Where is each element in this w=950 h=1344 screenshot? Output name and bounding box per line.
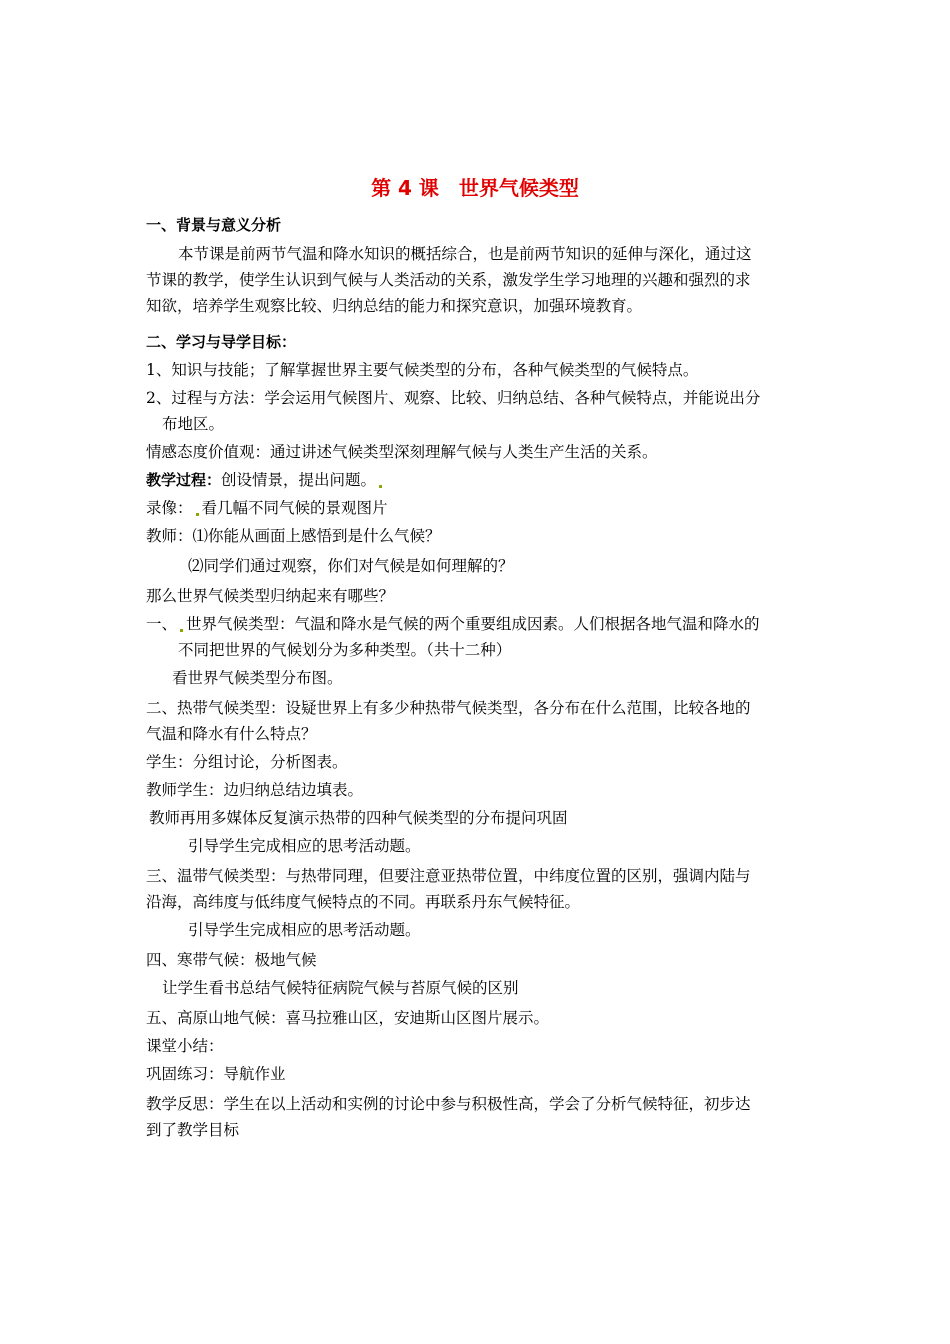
- part1-line1: [146, 614, 760, 634]
- teaching-process: [146, 470, 385, 490]
- goal-process-line1: 2、过程与方法：学会运用气候图片、观察、比较、归纳总结、各种气候特点，并能说出分: [146, 389, 761, 407]
- part3-guide: 引导学生完成相应的思考活动题。: [188, 921, 421, 939]
- marker-dot: [180, 629, 183, 632]
- teacher-question-1: 教师：⑴你能从画面上感悟到是什么气候？: [146, 527, 441, 545]
- part3-line1: 三、温带气候类型：与热带同理，但要注意亚热带位置，中纬度位置的区别，强调内陆与: [146, 867, 751, 885]
- part2-guide: 引导学生完成相应的思考活动题。: [188, 837, 421, 855]
- reflection-line2: 到了教学目标: [146, 1121, 240, 1139]
- teaching-process-text: 创设情景，提出问题。: [221, 471, 377, 489]
- teacher-question-2: ⑵同学们通过观察，你们对气候是如何理解的？: [188, 557, 514, 575]
- section1-para-line2: 节课的教学，使学生认识到气候与人类活动的关系，激发学生学习地理的兴趣和强烈的求: [146, 271, 751, 289]
- marker-dot: [379, 485, 382, 488]
- class-summary: 课堂小结：: [146, 1037, 224, 1055]
- goal-knowledge: 1、知识与技能；了解掌握世界主要气候类型的分布，各种气候类型的气候特点。: [146, 361, 699, 379]
- part4-line1: 四、寒带气候：极地气候: [146, 951, 317, 969]
- section1-para-line1: 本节课是前两节气温和降水知识的概括综合，也是前两节知识的延伸与深化，通过这: [178, 245, 752, 263]
- part5: 五、高原山地气候：喜马拉雅山区，安迪斯山区图片展示。: [146, 1009, 550, 1027]
- video-text: 看几幅不同气候的景观图片: [201, 499, 388, 517]
- goal-process-line2: 布地区。: [162, 415, 225, 433]
- practice: 巩固练习：导航作业: [146, 1065, 286, 1083]
- part2-teacher-media: 教师再用多媒体反复演示热带的四种气候类型的分布提问巩固: [149, 809, 568, 827]
- part2-line2: 气温和降水有什么特点？: [146, 725, 317, 743]
- part1-text: 世界气候类型：气温和降水是气候的两个重要组成因素。人们根据各地气温和降水的: [186, 615, 760, 633]
- section2-heading: 二、学习与导学目标：: [146, 333, 297, 351]
- marker-dot: [196, 513, 199, 516]
- part2-student: 学生：分组讨论，分析图表。: [146, 753, 348, 771]
- part1-prefix: 一、: [146, 615, 178, 633]
- part4-line2: 让学生看书总结气候特征病院气候与苔原气候的区别: [162, 979, 519, 997]
- part2-line1: 二、热带气候类型：设疑世界上有多少种热带气候类型，各分布在什么范围，比较各地的: [146, 699, 751, 717]
- section1-heading: 一、背景与意义分析: [146, 216, 282, 234]
- video-line: [146, 498, 388, 518]
- goal-attitude: 情感态度价值观：通过讲述气候类型深刻理解气候与人类生产生活的关系。: [146, 443, 658, 461]
- question-summary: 那么世界气候类型归纳起来有哪些？: [146, 587, 395, 605]
- section1-para-line3: 知欲，培养学生观察比较、归纳总结的能力和探究意识，加强环境教育。: [146, 297, 643, 315]
- video-label: 录像：: [146, 499, 193, 517]
- part1-line3: 看世界气候类型分布图。: [172, 669, 343, 687]
- reflection-line1: 教学反思：学生在以上活动和实例的讨论中参与积极性高，学会了分析气候特征，初步达: [146, 1095, 751, 1113]
- part2-teacher-student: 教师学生：边归纳总结边填表。: [146, 781, 364, 799]
- teaching-process-label: 教学过程：: [146, 471, 222, 489]
- page-title: 第 4 课 世界气候类型: [371, 176, 579, 200]
- part3-line2: 沿海，高纬度与低纬度气候特点的不同。再联系丹东气候特征。: [146, 893, 581, 911]
- part1-line2: 不同把世界的气候划分为多种类型。（共十二种）: [178, 641, 512, 659]
